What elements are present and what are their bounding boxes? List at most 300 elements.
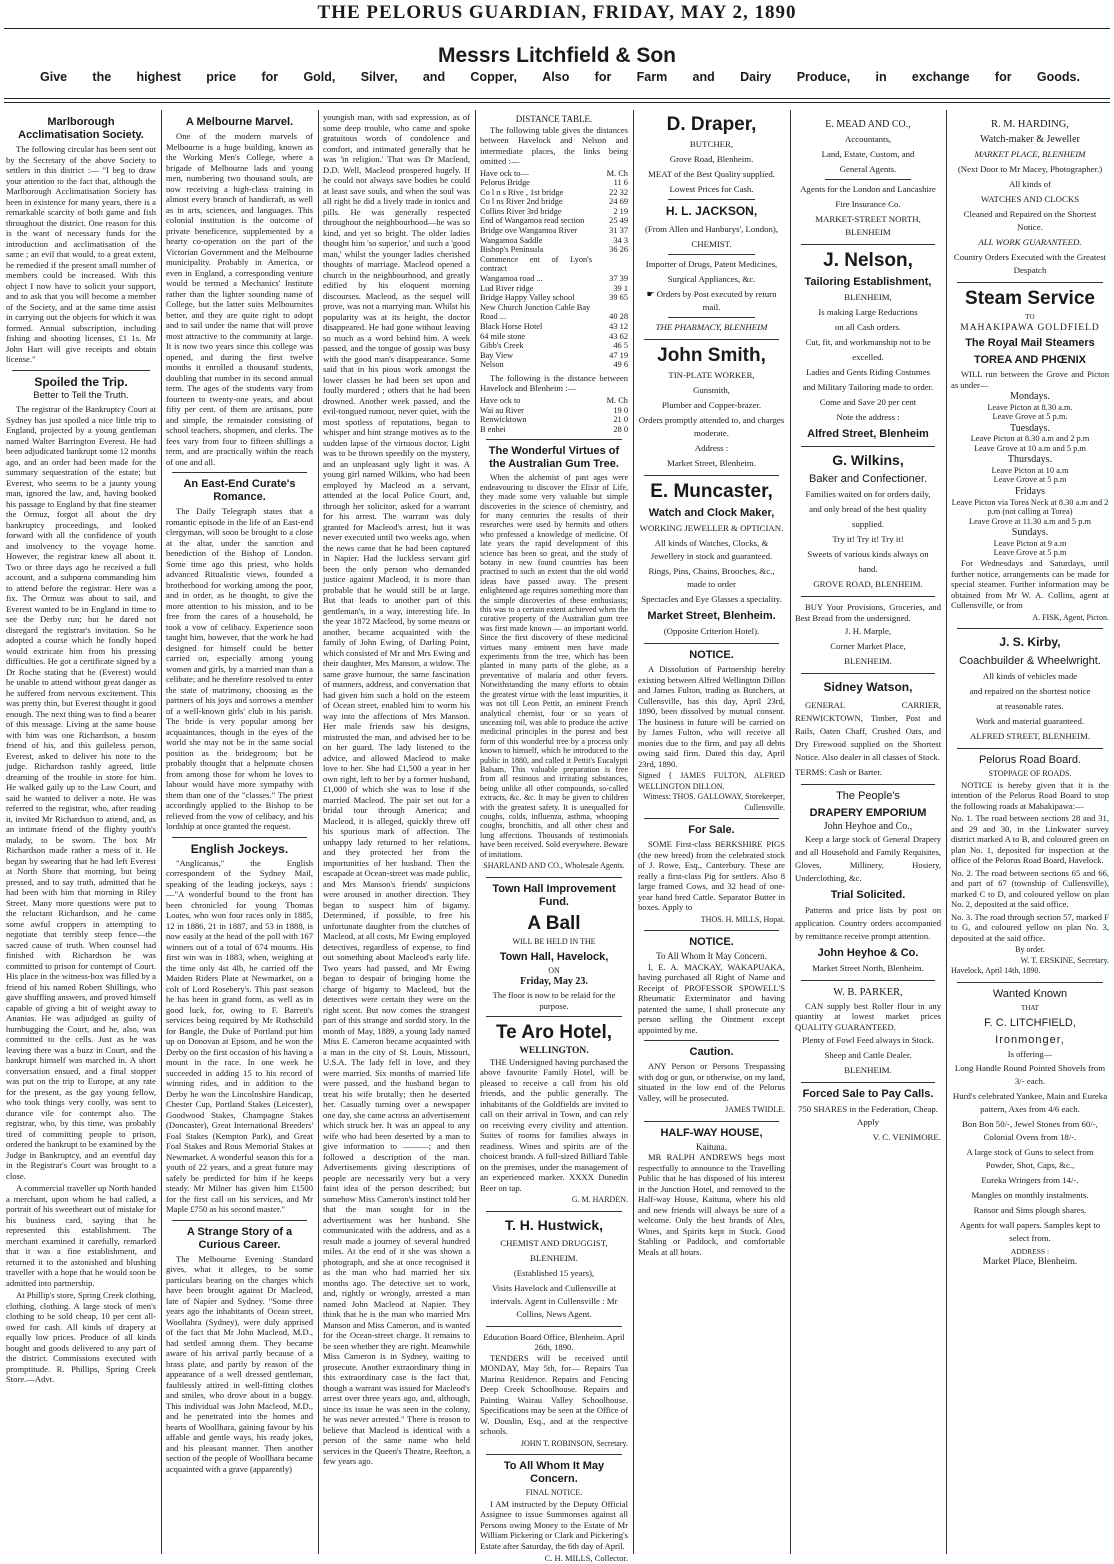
distance-header-row [480, 396, 628, 406]
distance-value: 21 0 [613, 415, 628, 425]
harding-guarantee: ALL WORK GUARANTEED. [978, 237, 1082, 247]
final-notice-signature: C. H. MILLS, Collector. [544, 1553, 628, 1563]
column-1 [6, 112, 156, 1554]
ball-title: A Ball [527, 912, 581, 934]
distance-value: 34 3 [613, 235, 628, 245]
distance-value: 46 5 [613, 341, 628, 351]
road-board-title: Pelorus Road Board. [978, 754, 1082, 767]
divider [957, 628, 1103, 629]
heyhoe-name-2: John Heyhoe & Co. [817, 946, 919, 959]
mead-body-line: MARKET-STREET NORTH, BLENHEIM [815, 214, 921, 237]
mead-body-line: Fire Insurance Co. [835, 199, 901, 209]
distance-value [592, 303, 628, 313]
distance-value: 43 12 [609, 322, 628, 331]
draper-ad [638, 138, 785, 196]
nelson-line: on all Cash orders. [835, 322, 901, 332]
distance-place: Co l ns River 2nd bridge [480, 197, 563, 207]
column-4 [480, 112, 628, 1563]
tagline-word: Produce, [796, 70, 851, 84]
divider [644, 643, 779, 644]
distance-place: 64 mile stone [480, 331, 526, 341]
distance-row [480, 207, 628, 217]
nelson-line: excelled. [852, 352, 884, 362]
kirby-line: and repaired on the shortest notice [969, 686, 1091, 697]
parker-line: Plenty of Fowl Feed always in Stock. [802, 1035, 934, 1045]
divider [486, 1211, 622, 1212]
strange-story-title: A Strange Story of a Curious Career. [186, 1225, 293, 1251]
tagline-word: in [875, 70, 887, 84]
john-smith-line: Gunsmith, [693, 385, 730, 395]
column-rule [161, 110, 162, 1554]
hustwick-line: BLENHEIM. [530, 1252, 578, 1263]
te-aro-signature: G. M. HARDEN. [571, 1195, 628, 1204]
distance-value: 43 62 [609, 331, 628, 341]
nelson-subtitle: Tailoring Establishment, [804, 276, 932, 288]
english-jockeys-title: English Jockeys. [190, 841, 289, 856]
wilkins-line: GROVE ROAD, BLENHEIM. [813, 579, 923, 589]
town-hall-fund-title: Town Hall Improvement Fund. [492, 882, 616, 908]
timetable-day: Fridays [1015, 486, 1045, 498]
notice-mackay-body: I, E. A. MACKAY, WAKAPUAKA, having purchased all Right of Name and Receipt of PROFESSOR SPOWELL'S Rheumatic Exterminator and having patented the same, I shall prosecute any person selling the Ointment except appointed by me. [638, 961, 785, 1035]
tagline-word: and [422, 70, 446, 84]
for-sale-signature: THOS. H. MILLS, Hopai. [700, 914, 785, 924]
nelson-line: BLENHEIM, [844, 292, 892, 302]
nelson-title: J. Nelson, [823, 250, 913, 271]
gum-tree-title: The Wonderful Virtues of the Australian Gum Tree. [488, 445, 620, 471]
steam-to: TO [1025, 313, 1035, 321]
divider [644, 339, 779, 340]
spoiled-trip-paragraph: The registrar of the Bankruptcy Court at Sydney has just spoiled a nice little trip to England, projected by a young gentleman named Walter Barrington Everest. He had been adjudicated bankrupt some 12 months ago, and an order had been made for the summary sequestration of the estate; but Everest, who seems to be a jaunty young man, ignored the law, and, having booked his passage to England by that fine steamer the Ormuz, forgot all about the dry bankruptcy proceedings, and looked forward with all the confidence of youth and insolvency to the voyage home. However, the registrar knew all about it. Two or three days ago he received a full account, and a subpœna commanding him to attend before the registrar. Here was a fix. The Ormuz was about to sail, and Everest wanted to be in England in time to see the Derby run; but he dared not disregard the registrar's invitation. So he adopted a course which he fondly hoped would extricate him from his pressing difficulties. He got a certificate signed by a Dr Roche stating that he (Everest) would be unable to attend without great danger as he suffered from nervous excitement. This was pretty thin, but Everest thought it good enough. The next thing was to find a bearer of this message. Living at the same house with him was one Richardson, a bosom friend of his, and this guileless person, Everest, asked to deliver his note to the judge. Richardson rashly agreed, little dreaming of the trouble in store for him. He walked gaily up to the Law Court, and said he wanted to deliver a note. He was referred to the registrar, who, after reading it, invited Mr Richardson to attend, and, as an intimate friend of the flighty youth's malady, to be sworn. The box Mr Richardson made rather a mess of it. He began by swearing that he had left Everest at North Shore that morning, but being pressed, and to say truth, admitted that he had been with him that morning in Riley Street. Many more questions were put to the reluctant Richardson, and he came some awful croppers in attempting to negotiate that terribly steep fence—the sacred cause of truth. When counsel had finished with Richardson he was committed to prison for contempt of Court. His place in the witness-box was filled by a friend of his named Robert Shillings, who gave shuffling answers, and proved himself capable of giving a bit of weight away to Ananias. He was adjudged as guilty of humbugging the Court, and he, also, was committed to the cells. Just as he was leaving there was a buzz in Court, and the bankrupt himself was marched in. A short conversation ensued, and a final stopper was put on the trip to Europe, at any rate for the present, as the gay young fellow, who took things very coolly, was sent to durance vile for contempt also. The registrar, who, by this time, was probably tired of committing people to prison, ordered the bankrupt to be examined by the Judge in Bankruptcy, and an eventful day in the Registrar's Court was brought to a close. [6, 404, 156, 1181]
offer-item: Bon Bon 50/-, Jewel Stones from 60/-, Colonial Ovens from 18/-. [962, 1118, 1098, 1142]
divider [668, 199, 755, 200]
divider [801, 596, 935, 597]
notice-dissolution-signed: Signed { JAMES FULTON, ALFRED WELLINGTON DILLON. [638, 771, 785, 791]
john-smith-line: Address : [694, 443, 729, 453]
distance-place: End of Wangamoa read section [480, 216, 585, 226]
steam-intro: WILL run between the Grove and Picton as under— [951, 369, 1109, 390]
divider [801, 784, 935, 785]
all-whom-title: To All Whom It May Concern. [503, 1460, 605, 1485]
harding-title: R. M. HARDING, [991, 119, 1069, 130]
divider [644, 1040, 779, 1041]
timetable-day: Mondays. [1010, 391, 1050, 402]
kirby-line: Work and material guaranteed. [975, 716, 1085, 727]
tagline-word: exchange [911, 70, 970, 84]
trial-solicited: Trial Solicited. [830, 888, 906, 901]
acclimatisation-title: Marlborough Acclimatisation Society. [18, 116, 144, 141]
distance-header-unit: M. Ch [606, 395, 628, 405]
road-board-item: No. 3. The road through section 57, marked F to G, and coloured yellow on plan No. 3, deposited at the said office. [951, 911, 1109, 943]
spoiled-trip-title: Spoiled the Trip. [34, 374, 128, 389]
nelson-line: Ladies and Gents Riding Costumes [805, 367, 931, 377]
divider [644, 475, 779, 476]
tagline-word: Silver, [360, 70, 398, 84]
nelson-line: and Military Tailoring made to order. [802, 382, 934, 392]
jackson-ad [638, 223, 785, 286]
tagline-word: and [692, 70, 715, 84]
hustwick-ad [480, 1237, 628, 1321]
kirby-line: at reasonable rates. [996, 701, 1064, 712]
distance-row [480, 312, 628, 322]
steam-note: For Wednesdays and Saturdays, until further notice, arrangements can be made for special steamer. Further information may be obtained from Mr W. A. Collins, agent at Cullensville, or from [951, 558, 1109, 611]
offer-item: Agents for wall papers. Samples kept to select from. [959, 1219, 1101, 1243]
half-way-house-body: MR RALPH ANDREWS begs most respectfully to announce to the Travelling Public that he has disposed of his interest in the Junction Hotel, and removed to the Half-way House, Kaituna, where his old and new friends will always be sure of a welcome. Only the best brands of Ales, Wines, and Spirits kept in Stock. Good Stabling or Paddock, and comfortable Meals at all hours. [638, 1152, 785, 1257]
jackson-orders-text: Orders by Post executed by return mail. [656, 289, 777, 312]
jackson-title: H. L. JACKSON, [665, 204, 758, 218]
strange-story-article: The Melbourne Evening Standard gives, what it alleges, to be some particulars bearing on the charges which have been brought against Dr Macleod, late of Napier and Sydney. "Some three years ago the inhabitants of Ocean street, Woollahra (Sydney), were duly apprised of the fact that Mr John Macleod, M.D., had settled among them. They became aware of his arrival partly because of a brass plate, and partly by reason of the appearance of a well dressed gentleman, faultlessly attired in well-fitting clothes and smiles, who drove about in a buggy. This individual was John Macleod, M.D., and he penetrated into the homes and hearts of Woollhara, gaining favour by his affable and gentle ways, his ready jokes, and his pleasant manner. Then another section of the people of Woollhara became acquainted with a grave (apparently) [166, 1253, 313, 1474]
notice-dissolution-title: NOTICE. [689, 649, 734, 661]
john-smith-ad [638, 369, 785, 470]
harding-country: Country Orders Executed with the Greatest Despatch [953, 252, 1107, 275]
tagline-word: Farm [636, 70, 668, 84]
harding-line: Cleaned and Repaired on the Shortest Notice. [963, 209, 1097, 232]
top-rule-2 [4, 102, 1110, 103]
strange-story-continued: youngish man, with sad expression, as of some deep trouble, who came and spoke gratuitous words of condolence and comfort, and intimated generally that he was 'in religion.' That was Dr Macleod, D.D. Well, Macleod prospered hugely. If he could not always save bodies he could at least save souls, and when the soul was all right he did a lively trade in tonics and pills. He was generally respected throughout the neighbourhood—he was so kind, and yet so bright. The older ladies thought him 'so superior,' and such a 'good man,' whilst the younger ladies cherished thoughts of marriage. Macleod opened a church in the neighbourhood, and greatly edified by his eloquent morning discourses. Macleod, as the sequel will prove, was not a marrying man. Whilst his popularity was at its height, the doctor disappeared. He had gone without leaving so much as a word behind him. A week passed, and the tongue of gossip was busy with the good man's disappearance. Some said that in his pious work amongst the lower classes he had been set upon and foully murdered ; others that he had been drowned. Another week passed, and the evil-tongued rumour, never quiet, with the most spotless of reputations, began to whisper and hint strange motives as to the sudden lapse of the virtuous doctor. Light was to be thrown speedily on the mystery, and an unpleasant ugly light it was. A young girl named Wilkins, who had been employed by Macleod as a servant, attended at the local Police Court, and, through her solicitor, asked for a warrant for his arrest. The warrant was duly granted for Macleod's arrest, but it was never executed until two weeks ago, when the news came that he had been captured in Napier. Had the luckless servant girl been the only person who demanded justice against Macleod, it is more than probable that he would still be at large. But that leads to another part of this gentleman's, in a way, interesting life. In the year 1872 Macleod, by some means or another, became acquainted with the family of John Ewing, of Darling Point, which consisted of Mr and Mrs Ewing and their daughter, Mrs Manson, a widow. The same grave humour, the same fascination of manners, address, and conversation that had given him such a hold on the esteem of Ocean street, enabled him to worm his way into the affections of Mrs Manson. Her male friends saw his designs, mistrusted the man, and advised her to be on her guard. The lady listened to the advice, and allowed Macleod to make love to her. She had £1,500 a year in her own right, left to her by a former husband, £1,000 of which she was to lose if she married Macleod. The pair set out for a bridal tour through America; and Macleod, it is alleged, quickly threw off his spurious mark of affection. The unhappy lady returned to her relations, and they protected her from the importunities of her husband. Then the escapade at Ocean-street was made public, and Mrs Manson's friends' suspicions were aroused in another direction. They began to suspect him of bigamy. Determined, if possible, to free his unfortunate daughter from the clutches of Macleod, at all costs, Mr Ewing employed detectives, regardless of expense, to find out something about Macleod's early life. Two years had passed, and Mr Ewing began to despair of bringing home the charge of bigamy to Macleod, but the detectives were certain they were on the right scent. But now comes the strangest part of this strange and sordid story. In the month of May, 1889, a young lady named Miss E. Cameron became acquainted with a man in the city of St. Louis, Missouri, U.S.A. The lady fell in love, and they were married. Six months of married life were passed, and the husband began to treat his wife brutally; then he deserted her. Casually turning over a newspaper one day, she came across an advertisement which struck her. It was an appeal to any wife who had been deserted by a man to give information to ———; and then followed a description of the man. Advertisements giving descriptions of people are necessarily very but a very faint idea of the person described; but somehow Miss Cameron's instinct told her that the man sought for in the advertisement was her husband. She communicated with the address, and as a result made a journey of several hundred miles. At the end of it she was shown a photograph, and she at once recognised it as the man who had married her six months ago. The detective set to work, and, rightly or wrongly, arrested a man named John Macleod at Napier. They think that he is the man who married Mrs Manson and Miss Cameron, and is wanted for the Ocean-street charge. It remains to be seen whether they are right. Meanwhile Miss Cameron is in Sydney, waiting to prosecute. Another extraordinary thing in this extraordinary case is the fact that, though a warrant was issued for Macleod's arrest over three years ago, and, although, since its issue he was seen in the colony, he was never arrested." There is reason to believe that Macleod is identical with a person of the same name who held services in the Queen's Theatre, Reefton, a few years ago. [323, 112, 470, 1466]
mead-line: Accountants, [844, 134, 892, 144]
ball-held: WILL BE HELD IN THE [512, 936, 596, 946]
wilkins-line: Try it! Try it! Try it! [832, 534, 904, 544]
draper-title: D. Draper, [666, 114, 757, 135]
ball-on: ON [548, 966, 560, 975]
half-way-house-title: HALF-WAY HOUSE, [660, 1126, 763, 1139]
wilkins-line: Sweets of various kinds always on [807, 549, 929, 559]
wilkins-subtitle: Baker and Confectioner. [808, 473, 928, 485]
caution-body: ANY Person or Persons Trespassing with dog or gun, or otherwise, on my land, situated in the low end of the Pelorus Valley, will be prosecuted. [638, 1061, 785, 1103]
final-notice-label: FINAL NOTICE. [525, 1488, 583, 1497]
for-sale-body: SOME First-class BERKSHIRE PIGS (the new breed) from the celebrated stock of J. Rowe, Esq., Canterbury. These are really a first-class Pig for settlers. Also 8 large framed Cows, and 32 head of one-year hand bred Cattle. Separator Butter in boxes. Apply to [638, 839, 785, 912]
distance-value: 39 1 [613, 283, 628, 293]
forced-sale-title: Forced Sale to Pay Calls. [802, 1088, 934, 1100]
divider [668, 254, 755, 255]
curate-romance-article: The Daily Telegraph states that a romantic episode in the life of an East-end clergyman, will soon be brought to a close at the altar, under the sanction and benediction of the Bishop of London. Some time ago this priest, who holds advanced Ritualistic views, founded a brotherhood for working among the poor, and in order, as he thought, to give the more attention to his mission, and to be free from the cares of a household, he took a vow of celibacy. Experience soon taught him, however, that the work he had designed for himself could be better carried on, especially among young women and girls, by a married man than a celibate; and he therefore resolved to enter the state of matrimony, choosing as the partners of his joys and sorrows a member of a well-known girls' club in his parish. The bride is very popular among her acquaintances, though in the eyes of the world she may not be in the same social position as the bridegroom; but he probably thought that a helpmate chosen from among those for whom he loves to labour would have more sympathy with them than one of the "classes." The priest accordingly applied to the Bishop to be relieved from the vow of celibacy, and his lordship at once granted the request. [166, 506, 313, 831]
distance-place: Bridge ove Wangamoa River [480, 226, 578, 236]
timetable-line: Leave Grove at 10 a.m and 5 p.m [974, 443, 1086, 453]
parker-body: CAN supply best Roller flour in any quantity at lowest market prices QUALITY GUARANTEED. [795, 1000, 941, 1032]
divider [12, 370, 150, 371]
distance-place: Gibb's Creek [480, 341, 524, 351]
distance-value: 11 6 [613, 178, 628, 188]
distance-row [480, 332, 628, 342]
jackson-line: Surgical Appliances, &c. [667, 274, 756, 284]
litchfield-headline: Messrs Litchfield & Son [437, 44, 677, 67]
pharmacy-label: THE PHARMACY, BLENHEIM [655, 322, 768, 332]
distance-place: Road ... [480, 312, 507, 322]
column-rule [633, 110, 634, 1554]
kirby-line: All kinds of vehicles made [982, 671, 1078, 682]
distance-row [480, 216, 628, 226]
muncaster-line: WORKING JEWELLER & OPTICIAN. [639, 523, 784, 533]
divider [801, 673, 935, 674]
mead-body-line: Agents for the London and Lancashire [800, 184, 936, 194]
heyhoe-address: Market Street North, Blenheim. [812, 962, 924, 973]
distance-table [480, 169, 628, 370]
offer-item: Eureka Wringers from 14/-. [981, 1174, 1079, 1185]
distance-value: 22 32 [609, 187, 628, 197]
distance-value: 31 37 [609, 226, 628, 236]
muncaster-address-note: (Opposite Criterion Hotel). [663, 626, 760, 636]
marple-body: BUY Your Provisions, Groceries, and Best Bread from the undersigned. [795, 602, 941, 623]
hustwick-line: (Established 15 years), [513, 1267, 595, 1278]
john-smith-line: Orders promptly attended to, and charges moderate. [638, 415, 785, 438]
muncaster-line: Spectacles and Eye Glasses a speciality. [641, 594, 782, 604]
harding-place: MARKET PLACE, BLENHEIM [974, 149, 1086, 159]
distance-place: Co l n s Rive , 1st bridge [480, 187, 564, 197]
harding-line: WATCHES AND CLOCKS [980, 194, 1080, 204]
timetable-line: Leave Picton at 8.30 a.m. [987, 402, 1073, 412]
draper-line: Lowest Prices for Cash. [669, 184, 754, 194]
ball-note: The floor is now to be relaid for the purpose. [492, 990, 616, 1011]
notice-dissolution-witness: Witness: THOS. GALLOWAY, Storekeeper, Cullensville. [643, 792, 785, 812]
tagline-word: Give [40, 70, 68, 84]
draper-line: Grove Road, Blenheim. [669, 154, 754, 164]
tagline-word: for [994, 70, 1012, 84]
offer-item: A large stock of Guns to select from Powder, Shot, Caps, &c., [966, 1146, 1094, 1170]
steam-signature: A. FISK, Agent, Picton. [1032, 612, 1109, 622]
distance-row [480, 303, 628, 313]
distance-header-row [480, 169, 628, 179]
forced-sale-signature: V. C. VENIMORE. [872, 1132, 941, 1142]
tagline-word: for [594, 70, 612, 84]
john-smith-line: Plumber and Copper-brazer. [661, 400, 762, 410]
top-rule [4, 98, 1110, 99]
wilkins-ad [795, 488, 941, 591]
john-smith-line: Market Street, Blenheim. [667, 458, 756, 468]
drapery-body: Keep a large stock of General Drapery and all Household and Family Requisites, Gloves, Millinery, Hosiery, Underclothing, &c. [795, 833, 941, 883]
spoiled-trip-paragraph: At Phillip's store, Spring Creek clothing, clothing, clothing. A large stock of men's clothing to be sold cheap, 10 per cent all-owed for cash. All kinds of drapery at equally low prices. Produce of all kinds bought and goods delivered to any part of the district. Commissions executed with promptitude. R. Phillips, Spring Creek Store.—Advt. [6, 1290, 156, 1384]
tagline-word: Dairy [740, 70, 772, 84]
timetable-line: Leave Picton at 9 a.m [993, 538, 1067, 548]
parker-ad [795, 1034, 941, 1077]
harding-line: (Next Door to Mr Macey, Photographer.) [957, 164, 1103, 174]
distance-row [480, 236, 628, 246]
litchfield-name: F. C. LITCHFIELD, [984, 1017, 1076, 1030]
hustwick-line: CHEMIST AND DRUGGIST, [500, 1237, 608, 1248]
distance-place: New Church Junction Cable Bay [480, 302, 591, 312]
distance-table-title: DISTANCE TABLE. [515, 114, 593, 124]
john-smith-title: John Smith, [657, 345, 766, 366]
distance-value: 28 0 [613, 424, 628, 434]
tagline-word: Goods. [1036, 70, 1080, 84]
divider [801, 980, 935, 981]
address-value: Market Place, Blenheim. [982, 1257, 1078, 1268]
divider [668, 317, 755, 318]
ball-date: Friday, May 23. [520, 975, 588, 987]
muncaster-line: All kinds of Watches, Clocks, & Jewellery in stock and guaranteed. [650, 538, 773, 561]
distance-place: Bishop's Peninsula [480, 245, 544, 255]
distance-row [480, 293, 628, 303]
wanted-known-title: Wanted Known [992, 987, 1068, 1000]
nelson-line: Is making Large Reductions [818, 307, 918, 317]
distance-value: 40 28 [609, 312, 628, 322]
spoiled-trip-paragraph: A commercial traveller up North handed a merchant, upon whom he had called, a portrait of his sweetheart out of mistake for his business card, saying that he represented this establishment. The merchant examined it carefully, remarked that it was a fine establishment, and returned it to the astonished and blushing traveller with a hope that he would soon be admitted into partnership. [6, 1183, 156, 1288]
distance-row [480, 245, 628, 255]
distance-place: Renwicktown [480, 415, 527, 425]
distance-table-intro: The following table gives the distances between Havelock and Nelson and intermediate places, the links being omitted :— [480, 124, 628, 166]
tagline-word: for [261, 70, 279, 84]
timetable-line: Leave Grove at 5 p.m [993, 475, 1067, 485]
muncaster-title: E. Muncaster, [650, 481, 773, 502]
steam-destination: MAHAKIPAWA GOLDFIELD [960, 322, 1100, 333]
wilkins-line: Families waited on for orders daily, [805, 489, 931, 499]
watson-title: Sidney Watson, [823, 680, 913, 694]
road-board-body: NOTICE is hereby given that it is the intention of the Pelorus Road Board to stop the following roads at Mahakipawa:— [951, 779, 1109, 811]
nelson-address: Alfred Street, Blenheim [807, 428, 929, 440]
distance-row [480, 415, 628, 425]
distance-place: Lud River ridge [480, 283, 534, 293]
distance-value: 25 49 [609, 216, 628, 226]
ironmonger-label: Ironmonger, [995, 1034, 1065, 1047]
distance-place: Nelson [480, 360, 504, 370]
divider [957, 982, 1103, 983]
gum-tree-article: When the alchemist of past ages were endeavouring to discover the Elixir of Life, they made some very valuable but simple discoveries in the science of chemistry, and for many centuries the results of their researches were used by hermits and others who professed a knowledge of medicine. Of late years the rapid development of this science has been so great, and the study of botany in new found countries has been practised to such an extent that the old world ideas have passed away. The present enlightened age requires something more than the simple discoveries of these enthusiasts; this was to a certain extent achieved when the curative property of the Australian gum tree was first made known — an important world. Since the first discovery of these medicinal virtues many eminent men have made experiments from the tree, which has been planted in many parts of the globe, as a preventative of malaria and other fevers. Notwithstanding the many efforts to obtain the greatest virtue with the least impurities, it was not till Leon Pettit, an eminent French analytical chemist, four or so years of unceasing toil, was able to produce the active medicinal principles in the purest and best form of this wonderful tree by a process only known to himself, which he introduced to the public in 1880, and called it Pettit's Eucalypti Balsam. This valuable preparation is free from all resinous and irritating substances, being unlike all other compounds, so-called extracts, &c. &c. It may be given to children with the greatest safety. It is unequalled for coughs, colds, influenza, asthma, whooping coughs, bronchitis, and all other chest and lung affections. Thousands of testimonials have been received. Sold everywhere. Beware of imitations. [480, 473, 628, 859]
curate-romance-title: An East-End Curate's Romance. [183, 478, 296, 503]
half-way-house-place: Kaituna. [696, 1141, 727, 1152]
melbourne-marvel-article: One of the modern marvels of Melbourne is a huge building, known as the Working Men's College, where a brigade of Melbourne lads and young men, numbering two thousand souls, are now receiving a high-class training in almost every branch of handicraft, as well as in arts, sciences, and languages. This colonial institution is the outcome of private beneficence, supplemented by a hearty co-operation on the part of the Victorian Government and the Melbourne municipality. Probably in America, or even in England, a corresponding venture would be termed a Mechanics' Institute rather than the lighter sounding name of College, but the latter suits Melbournites better, and they are quite right to adopt and to sail under the name that will prove most attractive to the community at large. It is now two years since this college was opened, and during the first twelve months it enrolled a thousand students, doubling that number in its second annual term. The ages of the students vary from fourteen to twenty-one years, and about fifty per cent. of them are artisans, pure and simple, the remainder consisting of school teachers, shopmen, and clerks. The fees vary from four to fifteen shillings a term, and are practically within the reach of one and all. [166, 131, 313, 467]
nelson-ad [795, 291, 941, 424]
watson-body: GENERAL CARRIER, RENWICKTOWN, Timber, Post and Rails, Oaten Chaff, Crushed Oats, and Dry Firewood supplied on the Shortest Notice. Also dealer in all classes of Stock. [795, 700, 941, 762]
distance-row [480, 188, 628, 198]
mead-line: Land, Estate, Custom, and [821, 149, 915, 159]
drapery-emporium-title: DRAPERY EMPORIUM [809, 807, 927, 819]
column-3 [323, 112, 470, 1554]
divider [486, 1326, 622, 1327]
divider [957, 748, 1103, 749]
distance-row [480, 406, 628, 416]
muncaster-address: Market Street, Blenheim. [647, 610, 776, 622]
divider [825, 179, 911, 180]
column-rule [318, 110, 319, 1554]
steam-royal-mail: The Royal Mail Steamers [965, 337, 1095, 349]
hustwick-line: Visits Havelock and Cullensville at intervals. Agent in Cullensville : Mr Collins, News Agent. [490, 1282, 618, 1319]
distance-value: 39 65 [609, 293, 628, 303]
harding-line: All kinds of [1008, 179, 1052, 189]
address-label: ADDRESS : [1010, 1246, 1050, 1256]
distance-row [480, 284, 628, 294]
timetable-day: Thursdays. [1007, 454, 1053, 466]
offer-item: Long Handle Round Pointed Shovels from 3/- each. [954, 1062, 1106, 1086]
nelson-line: Come and Save 20 per cent [819, 397, 917, 407]
distance-row [480, 178, 628, 188]
acclimatisation-paragraph: The following circular has been sent out by the Secretary of the above Society to settlers in this district :— "I beg to draw your attention to the fact that, although the Marlborough Acclimatisation Society has been in existence for many years, there is a remarkable scarcity of both game and fish throughout the district. One reason for this is the want of necessary funds for the introduction and acclimatisation of the same ; an evil that would, to a great extent, be remedied if the present small number of members could be increased. With this object I now have to solicit your support, and to ask that you will become a member of the Society, and at the same time assist in carrying out the objects for which it was formed. Annual subscription, including fishing and shooting licenses, £1 1s. Mr John Hart will give receipts and obtain license." [6, 144, 156, 364]
peoples-label: The People's [836, 790, 900, 802]
wanted-that: THAT [1021, 1003, 1039, 1012]
education-board-signature: JOHN T. ROBINSON, Secretary. [520, 1438, 628, 1448]
divider [644, 818, 779, 819]
divider [172, 472, 307, 473]
jackson-line: CHEMIST. [691, 239, 732, 249]
distance-value: 37 39 [609, 274, 628, 284]
divider [172, 837, 307, 838]
distance-place: Bay View [480, 350, 514, 360]
trial-body: Patterns and price lists by post on application. Country orders accompanied by remittance receive prompt attention. [795, 904, 941, 941]
road-board-signature: W. T. ERSKINE, Secretary. [1020, 955, 1109, 965]
draper-line: BUTCHER, [689, 139, 734, 149]
divider [957, 282, 1103, 283]
spoiled-trip-subtitle: Better to Tell the Truth. [33, 389, 129, 401]
english-jockeys-article: "Anglicanus," the English correspondent of the Sydney Mail, speaking of the leading jockeys, says :—"A wonderful bound to the front has been chronicled for young Thomas Loates, who won four races only in 1885, 12 in 1886, 21 in 1887, and 53 in 1888, is now easily at the head of the poll with 167 winners out of a total of 674 mounts. His first win was in 1883, when, weighing at the time only 4st 4lb, he carried off the Maiden Riders Plate at Newmarket, on a colt of Lord Rosebery's. This past season he has been in grand form, as well as in good luck, for, owing to F. Barrett's services being required by Mr Rothschild for Bangle, the Duke of Portland put him up on Donovan at Epsom, and he won the Derby on the first occasion of his having a mount in the race. In one week he succeeded in adding 15 to his record of winning rides, and in addition to the Derby he won the Lincolnshire Handicap, Chester Cup, Portland Stakes (Leicester), Goodwood Stakes, Champagne Stakes (Doncaster), Great International Breeders' Foal Stakes (Kempton Park), and Great Foal Stakes and Rous Memorial Stakes at Newmarket. A wonderful season this for a youth of 22 years, and a great future may safely be predicted for him if he keeps steady. Mr Milner has given him £1500 for the first call on his services, and Mr Maple £750 as his second master." [166, 857, 313, 1214]
timetable-day: Tuesdays. [1010, 422, 1050, 434]
pointing-hand-icon: ☛ [646, 289, 657, 299]
distance-header-place: Have ock to [480, 395, 521, 405]
heyhoe-name: John Heyhoe and Co., [823, 821, 913, 832]
marple-line: BLENHEIM. [844, 656, 892, 666]
kirby-line: ALFRED STREET, BLENHEIM. [969, 731, 1091, 742]
mead-line: General Agents. [839, 164, 897, 174]
nelson-line: Note the address : [836, 412, 900, 422]
notice-dissolution-body: A Dissolution of Partnership hereby existing between Alfred Wellington Dillon and James Fulton, trading as Butchers, at Cullensville, has this day, April 23rd, 1890, been dissolved by mutual consent. The business in future will be carried on by James Fulton, who will receive all monies due to the firm, and pay all debts owing said firm. Dated this day, April 23rd, 1890. [638, 664, 785, 769]
distance-place: Black Horse Hotel [480, 322, 543, 331]
kirby-ad [951, 670, 1109, 743]
wilkins-title: G. Wilkins, [832, 452, 904, 468]
divider [172, 1220, 307, 1221]
distance-header-unit: M. Ch [606, 168, 628, 178]
ball-place: Town Hall, Havelock, [499, 951, 609, 963]
gum-tree-agents: SHARLAND AND CO., Wholesale Agents. [483, 861, 625, 870]
marple-line: J. H. Marple, [844, 626, 892, 636]
distance-row [480, 341, 628, 351]
jackson-orders [638, 288, 785, 314]
litchfield-tagline [40, 70, 1080, 84]
distance-row [480, 425, 628, 435]
parker-line: Sheep and Cattle Dealer. [824, 1050, 912, 1060]
forced-sale-body: 750 SHARES in the Federation, Cheap. Apply [797, 1104, 938, 1127]
jackson-line: (From Allen and Hanburys', London), [644, 224, 779, 234]
divider [801, 446, 935, 447]
distance-value [592, 255, 628, 274]
distance-row [480, 360, 628, 370]
column-rule [946, 110, 947, 1554]
te-aro-title: Te Aro Hotel, [495, 1022, 613, 1043]
nelson-line: Cut, fit, and workmanship not to be [805, 337, 931, 347]
distance-row [480, 197, 628, 207]
te-aro-article: THE Undersigned having purchased the above favourite Family Hotel, will be pleased to receive a call from his old friends, and the public generally. The inhabitants of the Goldfields are invited to call on their arrival in Town, and can rely on receiving every civility and attention. Suites of rooms for families always in readiness. Wines and spirits are of the choicest brands. A full-sized Billiard Table on the premises, under the management of an experienced marker. XXXX Dunedin Beer on tap. [480, 1056, 628, 1193]
spoiled-trip-article [6, 404, 156, 1385]
hustwick-title: T. H. Hustwick, [504, 1216, 604, 1233]
distance-place: Wangamoa road ... [480, 274, 543, 284]
for-sale-title: For Sale. [688, 824, 735, 836]
education-board-tenders: TENDERS will be received until MONDAY, May 5th, for— Repairs Tua Marina Residence. Repairs and Fencing Deep Creek Schoolhouse. Repairs and Painting Wairau Valley Schoolhouse. Specifications may be seen at the Office of W. Douslin, Esq., and at the respective schools. [480, 1352, 628, 1436]
offering-label: Is offering— [1007, 1049, 1053, 1060]
tagline-word: Also [542, 70, 570, 84]
column-2 [166, 112, 313, 1554]
distance-row [480, 322, 628, 332]
muncaster-ad [638, 522, 785, 606]
divider [801, 1082, 935, 1083]
timetable-line: Leave Grove at 5 p.m. [992, 412, 1068, 422]
offer-item: Hurd's celebrated Yankee, Main and Eureka pattern, Axes from 4/6 each. [952, 1090, 1108, 1114]
divider [486, 1454, 622, 1455]
steam-ships: TOREA AND PHŒNIX [973, 354, 1087, 366]
distance-place: Commence ent of Lyon's contract [480, 254, 592, 274]
column-5 [638, 112, 785, 1554]
education-board-header: Education Board Office, Blenheim. April 26th, 1890. [483, 1331, 625, 1352]
timetable-line: Leave Picton at 10 a.m [991, 465, 1069, 475]
divider [486, 877, 622, 878]
timetable-line: Leave Grove at 5 p.m [993, 548, 1067, 558]
distance-place: Collins River 3rd bridge [480, 206, 562, 216]
kirby-title: J. S. Kirby, [999, 635, 1061, 650]
timetable-line: Leave Picton at 8.30 a.m and 2 p.m [970, 434, 1090, 444]
wilkins-line: and only bread of the best quality [809, 504, 927, 514]
distance-value: 19 0 [613, 405, 628, 415]
harding-subtitle: Watch-maker & Jeweller [980, 134, 1080, 145]
distance-place: Wangamoa Saddle [480, 235, 543, 245]
timetable-day: Sundays. [1011, 527, 1049, 539]
distance-table-blenheim [480, 396, 628, 434]
column-6 [795, 112, 941, 1554]
wilkins-line: hand. [858, 564, 878, 574]
muncaster-subtitle: Watch and Clock Maker, [648, 507, 775, 519]
